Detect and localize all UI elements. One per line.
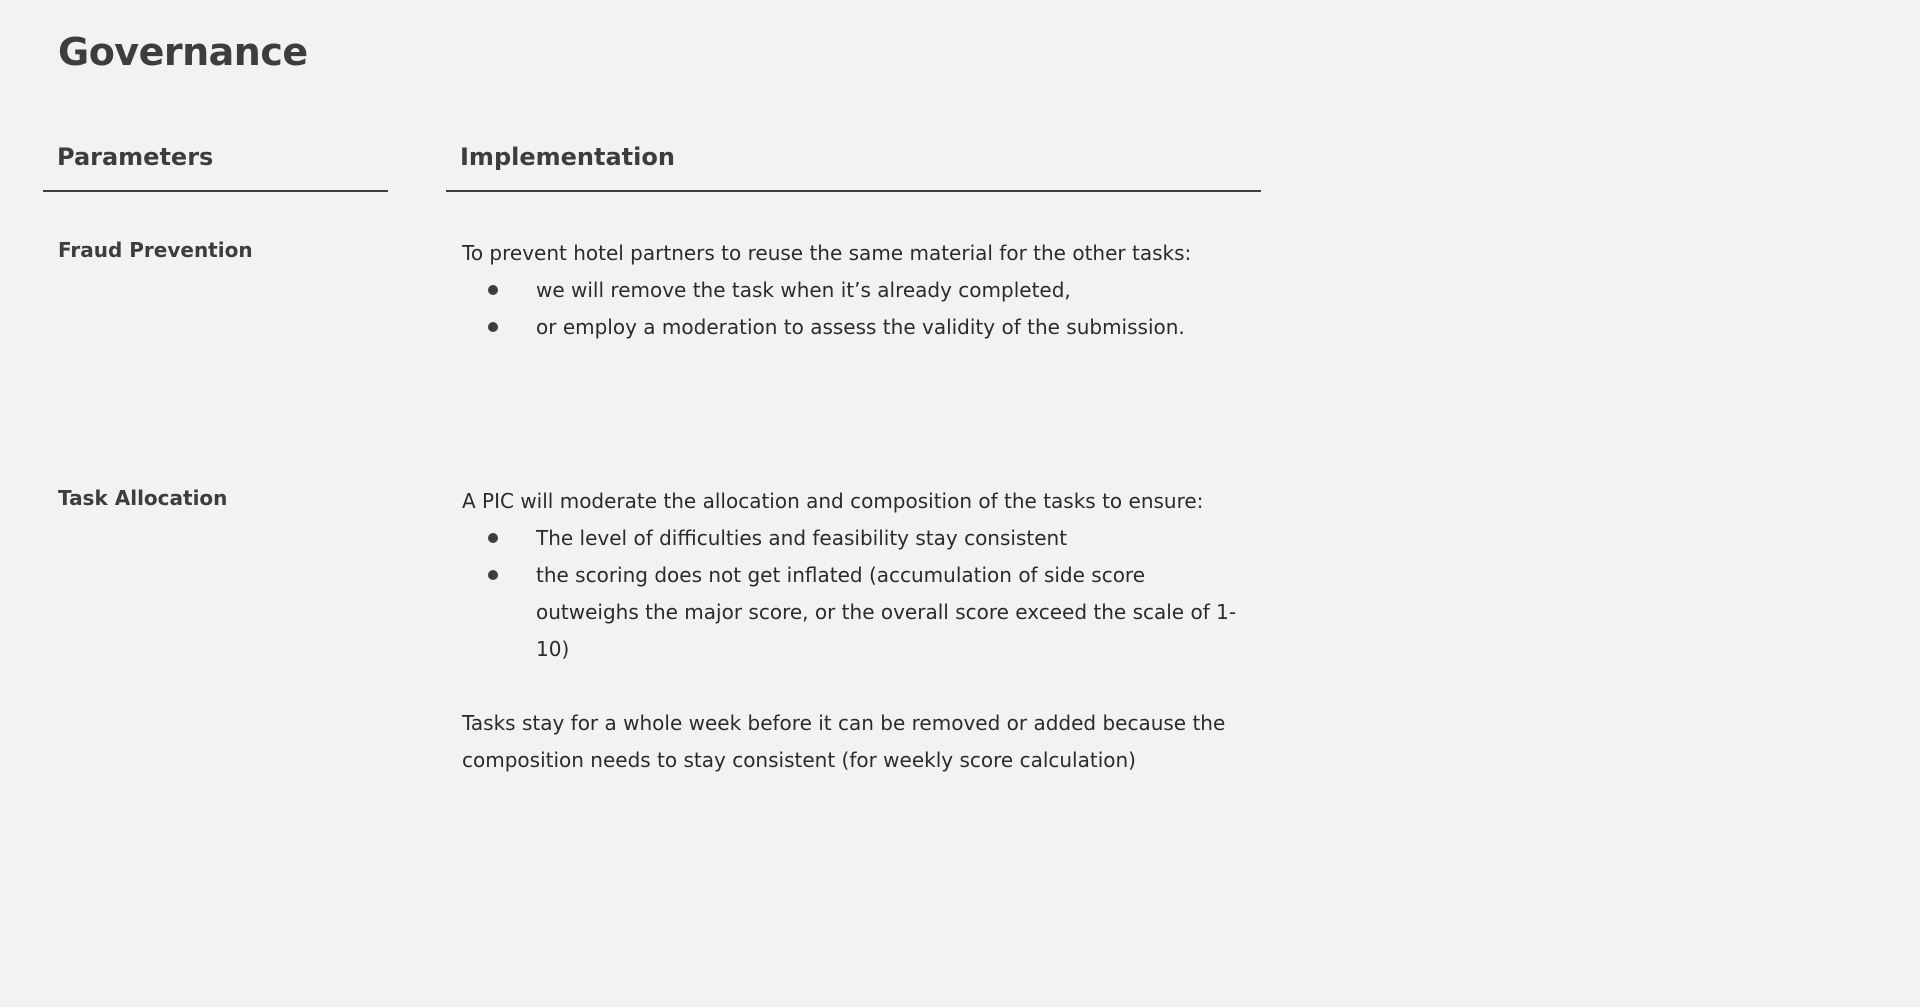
list-item-text: we will remove the task when it’s already completed, xyxy=(536,278,1071,302)
list-item xyxy=(462,520,1252,557)
task-allocation-note: Tasks stay for a whole week before it can be removed or added because the composition needs to stay consistent (for weekly score calculation) xyxy=(462,711,1226,772)
bullet-icon xyxy=(488,570,498,580)
row-body-fraud-prevention xyxy=(462,235,1252,346)
list-item-text: the scoring does not get inflated (accumulation of side score outweighs the major score, or the overall score exceed the scale of 1-10) xyxy=(536,563,1237,661)
row-label-task-allocation: Task Allocation xyxy=(58,486,228,510)
list-item xyxy=(462,309,1252,346)
implementation-column-header: Implementation xyxy=(446,140,1261,192)
bullet-icon xyxy=(488,285,498,295)
bullet-icon xyxy=(488,533,498,543)
fraud-prevention-list xyxy=(462,272,1252,346)
paragraph-spacer xyxy=(462,668,1252,705)
list-item-text: The level of difficulties and feasibility stay consistent xyxy=(536,526,1068,550)
parameters-column-header: Parameters xyxy=(43,140,388,192)
task-allocation-list xyxy=(462,520,1252,668)
list-item-text: or employ a moderation to assess the validity of the submission. xyxy=(536,315,1185,339)
list-item xyxy=(462,272,1252,309)
fraud-prevention-intro: To prevent hotel partners to reuse the same material for the other tasks: xyxy=(462,241,1192,265)
row-label-fraud-prevention: Fraud Prevention xyxy=(58,238,253,262)
row-body-task-allocation xyxy=(462,483,1252,779)
bullet-icon xyxy=(488,322,498,332)
list-item xyxy=(462,557,1252,668)
task-allocation-intro: A PIC will moderate the allocation and composition of the tasks to ensure: xyxy=(462,489,1204,513)
page-title: Governance xyxy=(58,30,308,74)
